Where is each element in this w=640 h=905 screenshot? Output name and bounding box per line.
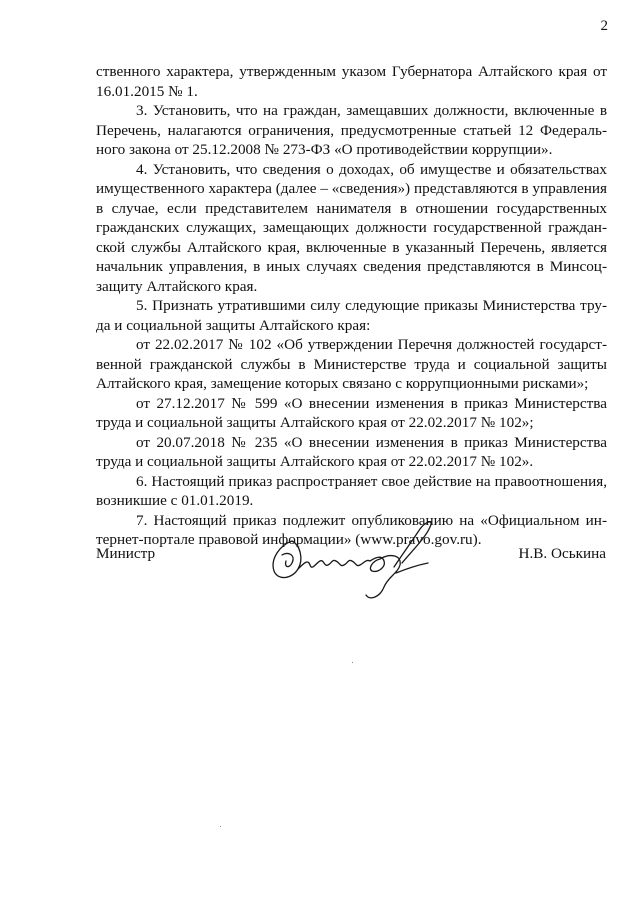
- paragraph-item-6: 6. Настоящий приказ распространяет свое действие на правоотношения, возникшие с 01.01.2019.: [96, 472, 607, 509]
- repealed-order-235: от 20.07.2018 № 235 «О внесении изменения в приказ Министерства труда и социальной защиты Алтайского края от 22.02.2017 № 102».: [96, 433, 607, 470]
- paragraph-item-3: 3. Установить, что на граждан, замещавших должности, включенные в Перечень, налагаются ограничения, предусмотренные статьей 12 Федерального закона от 25.12.2008 № 273-ФЗ «О противодействии коррупции».: [96, 102, 607, 158]
- scan-speck: [220, 826, 221, 827]
- repealed-order-599: от 27.12.2017 № 599 «О внесении изменения в приказ Министерства труда и социальной защиты Алтайского края от 22.02.2017 № 102»;: [96, 394, 607, 431]
- signatory-name: Н.В. Оськина: [518, 545, 606, 562]
- repealed-order-102: от 22.02.2017 № 102 «Об утверждении Перечня должностей государственной гражданской службы в Министерстве труда и социальной защиты Алтайского края, замещение которых связано с коррупционными рисками»;: [96, 336, 607, 392]
- paragraph-item-5: 5. Признать утратившими силу следующие приказы Министерства труда и социальной защиты Алтайского края:: [96, 297, 607, 334]
- scan-speck: [352, 662, 353, 663]
- paragraph-item-7: 7. Настоящий приказ подлежит опубликованию на «Официальном интернет-портале правовой информации» (www.pravo.gov.ru).: [96, 511, 607, 548]
- document-body: [96, 62, 607, 550]
- handwritten-signature: [262, 515, 452, 607]
- signatory-role: Министр: [96, 545, 156, 562]
- page-number: 2: [600, 18, 608, 34]
- signature-block: [0, 515, 640, 615]
- paragraph-continuation: ственного характера, утвержденным указом Губернатора Алтайского края от 16.01.2015 № 1.: [96, 63, 607, 100]
- paragraph-item-4: 4. Установить, что сведения о доходах, об имуществе и обязательствах имущественного характера (далее – «сведения») представляются в управления в случае, если представителем нанимателя в отношении государственных гражданских служащих, замещающих должности государственной гражданской службы Алтайского края, включенные в указанный Перечень, является начальник управления, в иных случаях сведения представляются в Минсоцзащиту Алтайского края.: [96, 160, 607, 295]
